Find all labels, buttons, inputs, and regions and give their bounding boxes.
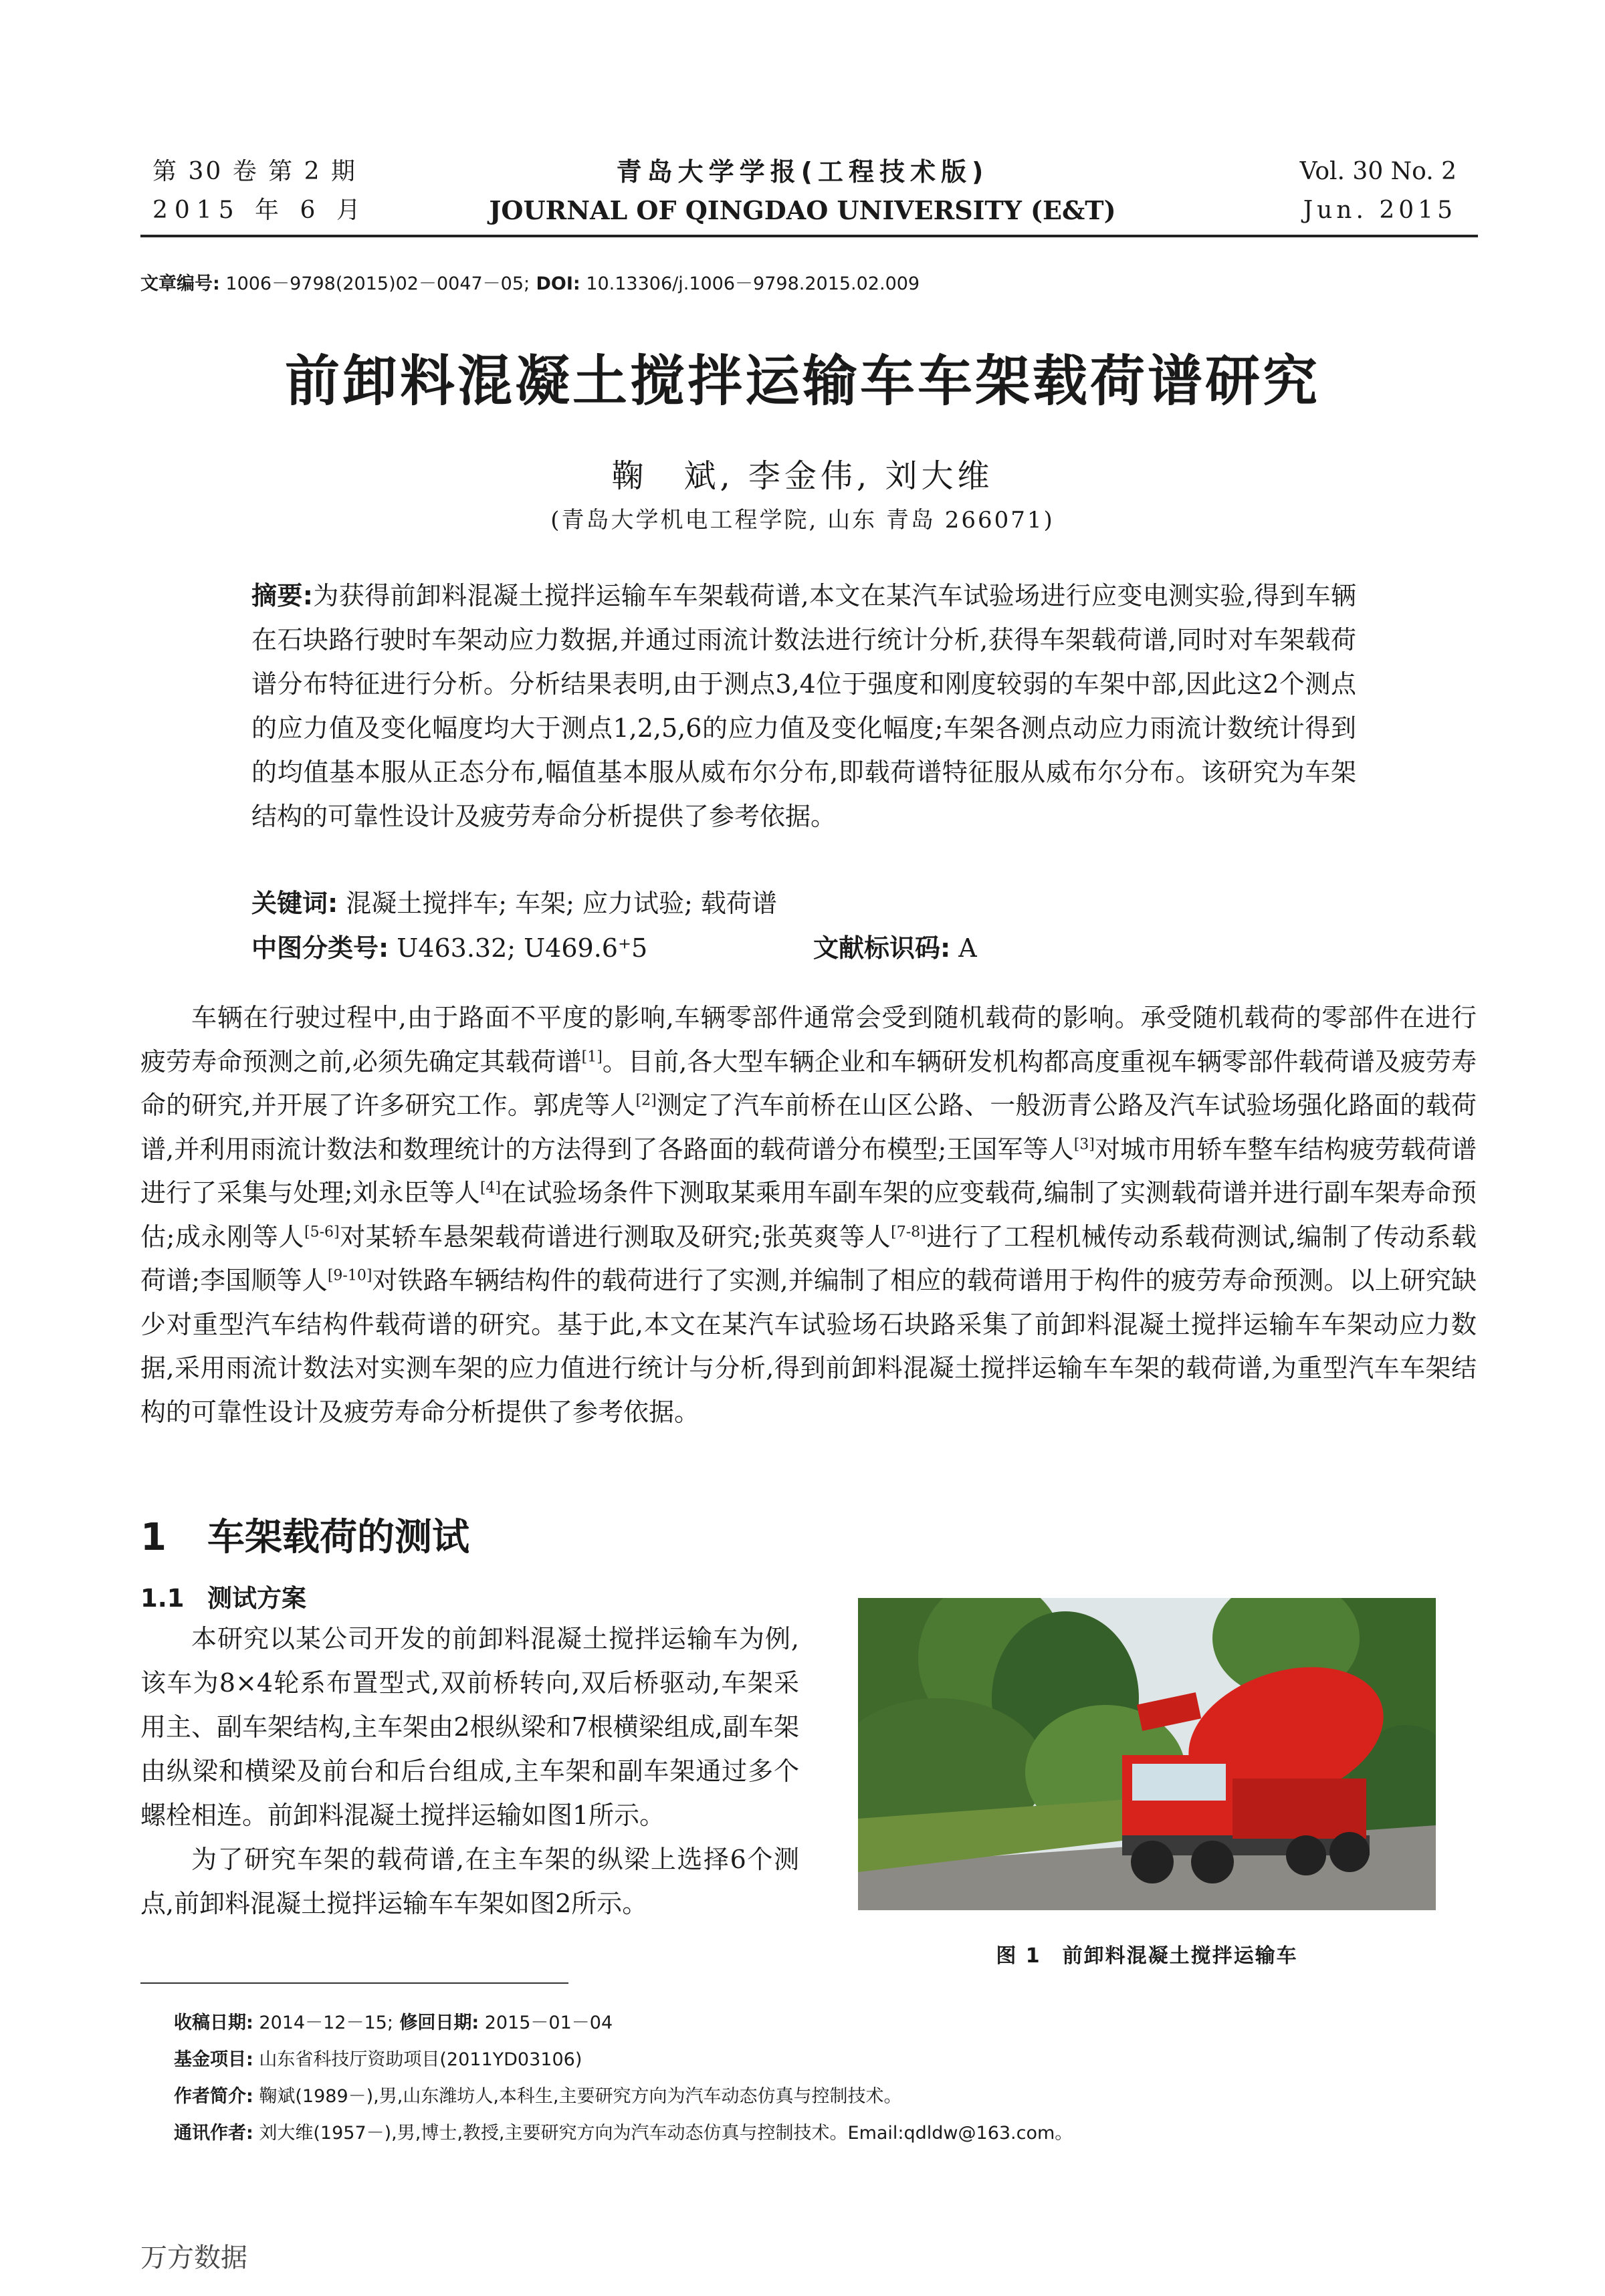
subsection-title: 测试方案 <box>207 1584 306 1613</box>
keywords-label: 关键词: <box>251 889 338 918</box>
abstract-label: 摘要: <box>251 581 313 610</box>
intro-text: 进行了工程机械传动系载荷测试,编制了传动系载荷谱;李国顺等人 <box>140 1222 1477 1295</box>
keywords <box>251 881 777 925</box>
subsection-number: 1.1 <box>140 1584 185 1613</box>
volume-issue-en: Vol. 30 No. 2 <box>1299 158 1457 185</box>
section-number: 1 <box>140 1516 167 1559</box>
author-label: 作者简介: <box>174 2086 253 2107</box>
intro-text: 对铁路车辆结构件的载荷进行了实测,并编制了相应的载荷谱用于构件的疲劳寿命预测。以上研究缺少对重型汽车结构件载荷谱的研究。基于此,本文在某汽车试验场石块路采集了前卸料混凝土搅拌运输车车架动应力数据,采用雨流计数法对实测车架的应力值进行统计与分析,得到前卸料混凝土搅拌运输车车架的载荷谱,为重型汽车车架结构的可靠性设计及疲劳寿命分析提供了参考依据。 <box>140 1266 1477 1427</box>
section-heading-1 <box>140 1508 469 1561</box>
footnote-author <box>174 2078 1444 2115</box>
document-code <box>813 926 977 970</box>
header-rule <box>140 235 1478 237</box>
journal-name-cn: 青岛大学学报(工程技术版) <box>616 157 989 187</box>
footnote-fund <box>174 2041 1444 2078</box>
publish-date-cn: 2015 年 6 月 <box>152 197 367 224</box>
authors: 鞠 斌, 李金伟, 刘大维 <box>611 457 994 495</box>
doi-value: 10.13306/j.1006－9798.2015.02.009 <box>580 273 920 294</box>
intro-text: 对城市用轿车整车结构疲劳载荷谱进行了采集与处理;刘永臣等人 <box>140 1134 1477 1208</box>
intro-text: 车辆在行驶过程中,由于路面不平度的影响,车辆零部件通常会受到随机载荷的影响。承受随机载荷的零部件在进行疲劳寿命预测之前,必须先确定其载荷谱 <box>140 1003 1477 1076</box>
article-id-label: 文章编号: <box>140 273 220 294</box>
wheel <box>1329 1832 1370 1872</box>
classification-label: 中图分类号: <box>251 933 389 963</box>
wheel <box>1191 1841 1234 1883</box>
affiliation: (青岛大学机电工程学院, 山东 青岛 266071) <box>550 507 1055 534</box>
intro-text: 对某轿车悬架载荷谱进行测取及研究;张英爽等人 <box>339 1222 891 1252</box>
citation-ref: [5-6] <box>304 1223 340 1240</box>
intro-text: 测定了汽车前桥在山区公路、一般沥青公路及汽车试验场强化路面的载荷谱,并利用雨流计数法和数理统计的方法得到了各路面的载荷谱分布模型;王国军等人 <box>140 1090 1477 1164</box>
citation-ref: [3] <box>1073 1135 1095 1153</box>
subsection-heading-1-1 <box>140 1578 306 1614</box>
article-id-value: 1006－9798(2015)02－0047－05; <box>219 273 530 294</box>
corresponding-text: 刘大维(1957－),男,博士,教授,主要研究方向为汽车动态仿真与控制技术。Email:qdldw@163.com。 <box>253 2123 1073 2144</box>
footnote-dates <box>174 2004 1444 2041</box>
footnote-corresponding <box>174 2115 1444 2152</box>
revised-date: 2015－01－04 <box>479 2013 613 2033</box>
header-left <box>152 152 367 230</box>
footnotes <box>174 2004 1444 2152</box>
fund-label: 基金项目: <box>174 2049 253 2070</box>
introduction-paragraph <box>140 996 1477 1434</box>
received-date: 2014－12－15; <box>253 2013 393 2033</box>
fund-text: 山东省科技厅资助项目(2011YD03106) <box>253 2049 582 2070</box>
citation-ref: [4] <box>479 1179 502 1197</box>
document-code-value: A <box>950 933 977 963</box>
citation-ref: [7-8] <box>891 1223 926 1240</box>
article-id-line <box>140 269 920 295</box>
intro-text: 。目前,各大型车辆企业和车辆研发机构都高度重视车辆零部件载荷谱及疲劳寿命的研究,并开展了许多研究工作。郭虎等人 <box>140 1046 1477 1120</box>
citation-ref: [2] <box>635 1092 657 1109</box>
figure-1-caption: 图 1 前卸料混凝土搅拌运输车 <box>996 1944 1298 1968</box>
watermark: 万方数据 <box>140 2243 247 2273</box>
abstract <box>251 574 1356 838</box>
keywords-text: 混凝土搅拌车; 车架; 应力试验; 载荷谱 <box>338 889 777 918</box>
doi-label: DOI: <box>530 273 580 294</box>
wheel <box>1286 1835 1326 1875</box>
section-title: 车架载荷的测试 <box>207 1516 469 1559</box>
test-scheme-paragraph-2: 为了研究车架的载荷谱,在主车架的纵梁上选择6个测点,前卸料混凝土搅拌运输车车架如图2所示。 <box>140 1845 799 1918</box>
abstract-text: 为获得前卸料混凝土搅拌运输车车架载荷谱,本文在某汽车试验场进行应变电测实验,得到车辆在石块路行驶时车架动应力数据,并通过雨流计数法进行统计分析,获得车架载荷谱,同时对车架载荷谱分布特征进行分析。分析结果表明,由于测点3,4位于强度和刚度较弱的车架中部,因此这2个测点的应力值及变化幅度均大于测点1,2,5,6的应力值及变化幅度;车架各测点动应力雨流计数统计得到的均值基本服从正态分布,幅值基本服从威布尔分布,即载荷谱特征服从威布尔分布。该研究为车架结构的可靠性设计及疲劳寿命分析提供了参考依据。 <box>251 581 1356 831</box>
test-scheme-text <box>140 1617 799 1926</box>
volume-issue: 第 30 卷 第 2 期 <box>152 158 357 185</box>
footnote-rule <box>140 1982 568 1984</box>
journal-name-en: JOURNAL OF QINGDAO UNIVERSITY (E&T) <box>489 195 1116 225</box>
author-text: 鞠斌(1989－),男,山东潍坊人,本科生,主要研究方向为汽车动态仿真与控制技术。 <box>253 2086 902 2107</box>
document-code-label: 文献标识码: <box>813 933 951 963</box>
classification <box>251 926 977 970</box>
header-center <box>374 152 1230 230</box>
test-scheme-paragraph-1: 本研究以某公司开发的前卸料混凝土搅拌运输车为例,该车为8×4轮系布置型式,双前桥转向,双后桥驱动,车架采用主、副车架结构,主车架由2根纵梁和7根横梁组成,副车架由纵梁和横梁及前台和后台组成,主车架和副车架通过多个螺栓相连。前卸料混凝土搅拌运输如图1所示。 <box>140 1624 799 1830</box>
publish-date-en: Jun. 2015 <box>1303 197 1457 224</box>
corresponding-label: 通讯作者: <box>174 2123 253 2144</box>
revised-label: 修回日期: <box>393 2013 479 2033</box>
received-label: 收稿日期: <box>174 2013 253 2033</box>
wheel <box>1131 1841 1174 1883</box>
paper-title: 前卸料混凝土搅拌运输车车架载荷谱研究 <box>284 350 1320 413</box>
citation-ref: [9-10] <box>327 1267 372 1284</box>
citation-ref: [1] <box>581 1048 603 1065</box>
classification-text: U463.32; U469.6⁺5 <box>389 933 648 963</box>
intro-text: 在试验场条件下测取某乘用车副车架的应变载荷,编制了实测载荷谱并进行副车架寿命预估;成永刚等人 <box>140 1178 1477 1252</box>
header-right <box>1300 152 1457 230</box>
figure-1-truck-photo <box>858 1598 1436 1910</box>
